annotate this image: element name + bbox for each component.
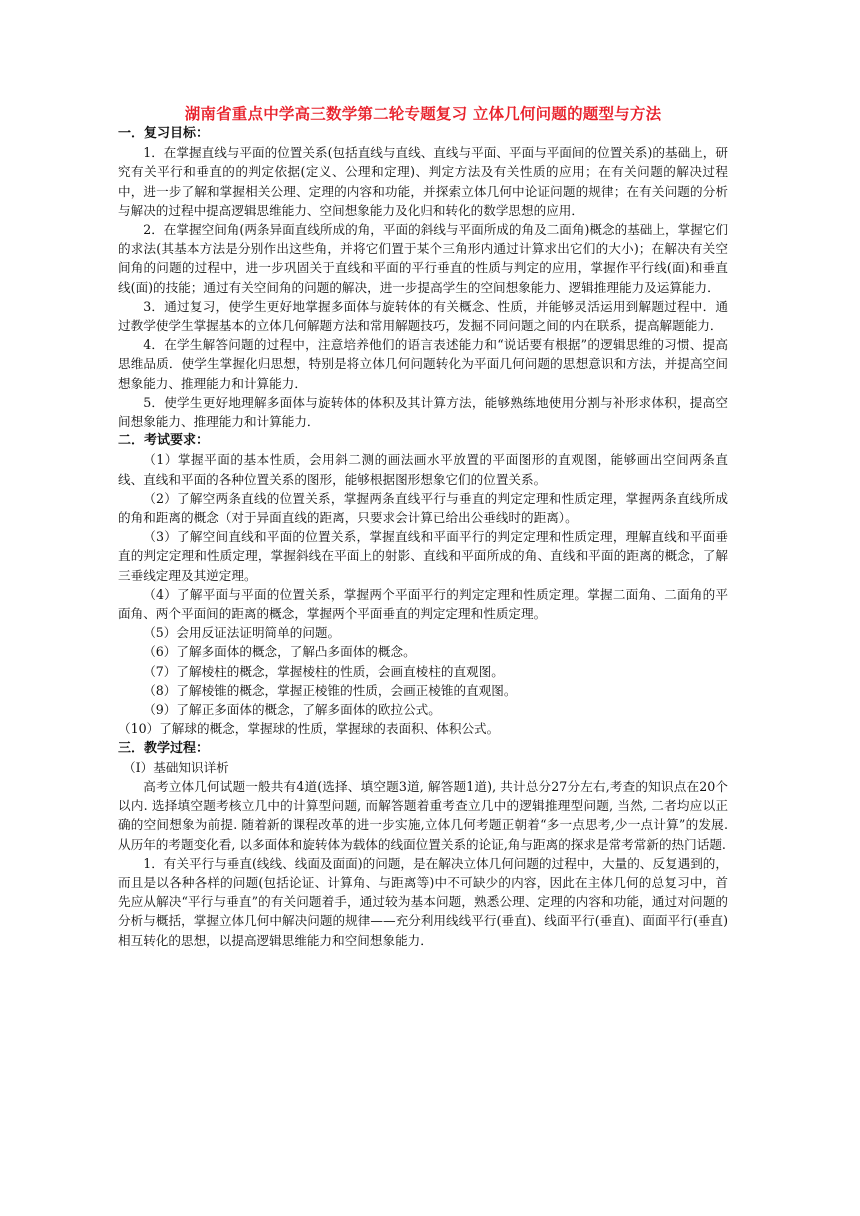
requirement-item: （5）会用反证法证明简单的问题。 [143,625,341,641]
requirement-item: （1）掌握平面的基本性质，会用斜二测的画法画水平放置的平面图形的直观图，能够画出空间两条直线、直线和平面的各种位置关系的图形，能够根据图形想象它们的位置关系。 [118,452,728,487]
section-heading: 一．复习目标： [118,126,210,141]
paragraph: 3．通过复习，使学生更好地掌握多面体与旋转体的有关概念、性质，并能够灵活运用到解题过程中．通过教学使学生掌握基本的立体几何解题方法和常用解题技巧，发掘不同问题之间的内在联系，提高解题能力． [118,298,728,334]
paragraph: 2．在掌握空间角(两条异面直线所成的角，平面的斜线与平面所成的角及二面角)概念的基础上，掌握它们的求法(其基本方法是分别作出这些角，并将它们置于某个三角形内通过计算求出它们的大小)；在解决有关空间角的问题的过程中，进一步巩固关于直线和平面的平行垂直的性质与判定的应用，掌握作平行线(面)和垂直线(面)的技能；通过有关空间角的问题的解决，进一步提高学生的空间想象能力、逻辑推理能力及运算能力． [118,222,728,295]
paragraph: 1．在掌握直线与平面的位置关系(包括直线与直线、直线与平面、平面与平面间的位置关系)的基础上，研究有关平行和垂直的的判定依据(定义、公理和定理)、判定方法及有关性质的应用；在有关问题的解决过程中，进一步了解和掌握相关公理、定理的内容和功能，并探索立体几何中论证问题的规律；在有关问题的分析与解决的过程中提高逻辑思维能力、空间想象能力及化归和转化的数学思想的应用． [118,145,728,218]
requirement-item: （10）了解球的概念，掌握球的性质，掌握球的表面积、体积公式。 [118,721,500,737]
subsection-heading: （Ⅰ）基础知识详析 [123,759,229,775]
requirement-item: （9）了解正多面体的概念，了解多面体的欧拉公式。 [143,702,441,718]
requirement-item: （6）了解多面体的概念，了解凸多面体的概念。 [143,644,416,660]
section-review-goals [118,124,728,431]
section-heading: 二．考试要求： [118,433,210,449]
paragraph: 1．有关平行与垂直(线线、线面及面面)的问题，是在解决立体几何问题的过程中，大量的、反复遇到的，而且是以各种各样的问题(包括论证、计算角、与距离等)中不可缺少的内容，因此在主体几何的总复习中，首先应从解决“平行与垂直”的有关问题着手，通过较为基本问题，熟悉公理、定理的内容和功能，通过对问题的分析与概括，掌握立体几何中解决问题的规律——充分利用线线平行(垂直)、线面平行(垂直)、面面平行(垂直)相互转化的思想，以提高逻辑思维能力和空间想象能力． [118,855,728,948]
section-exam-requirements [118,431,728,738]
requirement-item: （4）了解平面与平面的位置关系，掌握两个平面平行的判定定理和性质定理。掌握二面角、二面角的平面角、两个平面间的距离的概念，掌握两个平面垂直的判定定理和性质定理。 [118,586,728,622]
requirement-item: （3）了解空间直线和平面的位置关系，掌握直线和平面平行的判定定理和性质定理，理解直线和平面垂直的判定定理和性质定理，掌握斜线在平面上的射影、直线和平面所成的角、直线和平面的距离的概念，了解三垂线定理及其逆定理。 [118,529,728,583]
requirement-item: （8）了解棱锥的概念，掌握正棱锥的性质，会画正棱锥的直观图。 [143,682,517,698]
requirement-item: （2）了解空两条直线的位置关系，掌握两条直线平行与垂直的判定定理和性质定理，掌握两条直线所成的角和距离的概念（对于异面直线的距离，只要求会计算已给出公垂线时的距离）。 [118,490,728,526]
paragraph: 5．使学生更好地理解多面体与旋转体的体积及其计算方法，能够熟练地使用分割与补形求体积，提高空间想象能力、推理能力和计算能力． [118,394,728,430]
section-heading: 三．教学过程： [118,740,210,756]
paragraph: 4．在学生解答问题的过程中，注意培养他们的语言表述能力和“说话要有根据”的逻辑思维的习惯、提高思维品质．使学生掌握化归思想，特别是将立体几何问题转化为平面几何问题的思想意识和方法，并提高空间想象能力、推理能力和计算能力． [118,337,728,391]
document-title: 湖南省重点中学高三数学第二轮专题复习 立体几何问题的题型与方法 [184,104,662,123]
paragraph: 高考立体几何试题一般共有4道(选择、填空题3道, 解答题1道), 共计总分27分左右,考查的知识点在20个以内. 选择填空题考核立几中的计算型问题, 而解答题着重考查立几中的逻辑推理型问题, 当然, 二者均应以正确的空间想象为前提. 随着新的课程改革的进一步实施,立体几何考题正朝着“多一点思考,少一点计算”的发展.从历年的考题变化看, 以多面体和旋转体为载体的线面位置关系的论证,角与距离的探求是常考常新的热门话题. [118,778,728,852]
section-teaching-process [118,739,728,950]
document-page [118,103,728,950]
requirement-item: （7）了解棱柱的概念，掌握棱柱的性质，会画直棱柱的直观图。 [143,663,504,679]
